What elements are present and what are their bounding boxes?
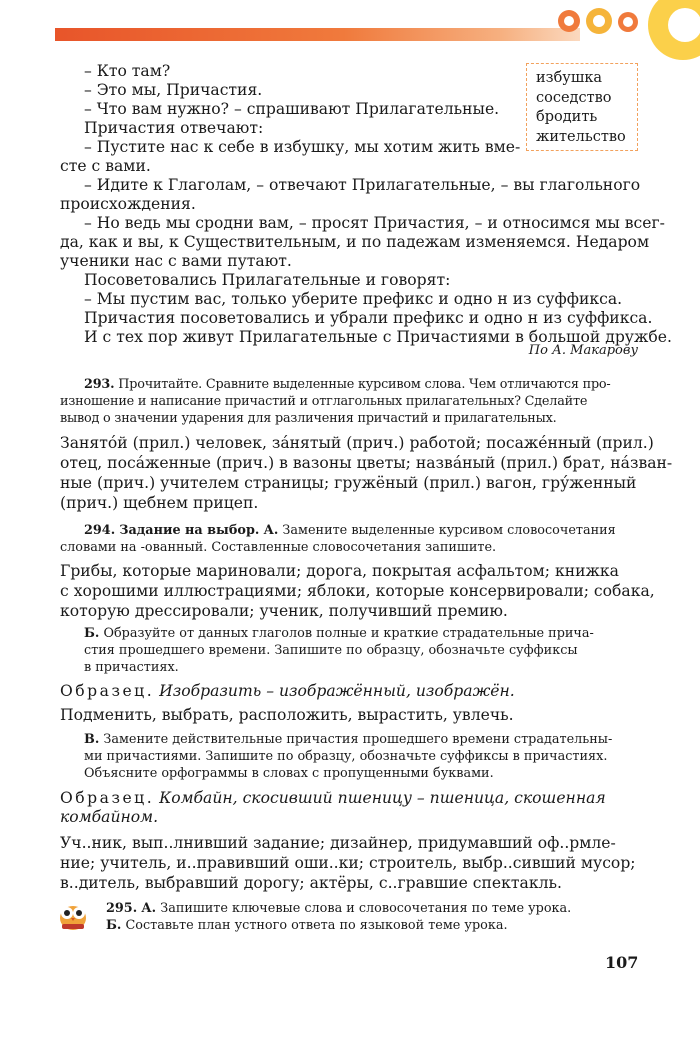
exercise-293-task-line: изношение и написание причастий и отглагольных прилагательных? Сделайте [60, 394, 588, 409]
exercise-294-text: Грибы, которые мариновали; дорога, покрытая асфальтом; книжка [60, 562, 619, 580]
story-line: И с тех пор живут Прилагательные с Причастиями в большой дружбе. [84, 328, 672, 346]
exercise-293-text: ные (прич.) учителем страницы; гружёный (прил.) вагон, гру́женный [60, 474, 637, 492]
story-line: – Но ведь мы сродни вам, – просят Причастия, – и относимся мы всег- [84, 214, 665, 232]
partB-words: Подменить, выбрать, расположить, вырастить, увлечь. [60, 706, 514, 724]
exercise-number: 293. [84, 377, 115, 392]
story-signature: По А. Макарову [528, 343, 638, 358]
vocab-word: избушка [536, 70, 603, 86]
story-line: Посоветовались Прилагательные и говорят: [84, 271, 451, 289]
exercise-294-partB-task-line: стия прошедшего времени. Запишите по образцу, обозначьте суффиксы [84, 643, 578, 658]
exercise-295-a: 295. А. Запишите ключевые слова и словосочетания по теме урока. [106, 901, 572, 916]
sample-c-line: комбайном. [60, 808, 159, 826]
exercise-293-text: отец, поса́женные (прич.) в вазоны цветы; назва́ный (прил.) брат, на́зван- [60, 454, 673, 472]
story-line: сте с вами. [60, 157, 151, 175]
story-line: происхождения. [60, 195, 196, 213]
exercise-294-partB-task-line: в причастиях. [84, 660, 179, 675]
vocab-word: бродить [536, 109, 598, 125]
decorative-circles [540, 0, 700, 60]
sample-b: Образец. Изобразить – изображённый, изображён. [60, 682, 515, 700]
page-number: 107 [605, 953, 639, 972]
story-line: Причастия отвечают: [84, 119, 264, 137]
owl-mascot-icon [56, 898, 90, 932]
story-line: да, как и вы, к Существительным, и по падежам изменяемся. Недаром [60, 233, 650, 251]
story-line: – Это мы, Причастия. [84, 81, 263, 99]
exercise-294-task-line: словами на -ованный. Составленные словосочетания запишите. [60, 540, 497, 555]
exercise-293-task-line: вывод о значении ударения для различения причастий и прилагательных. [60, 411, 557, 426]
exercise-294-header: 294. Задание на выбор. А. Замените выделенные курсивом словосочетания [84, 523, 616, 538]
story-line: – Мы пустим вас, только уберите префикс и одно н из суффикса. [84, 290, 623, 308]
exercise-294-partC-task: В. Замените действительные причастия прошедшего времени страдательны- [84, 732, 613, 747]
exercise-293-text: (прич.) щебнем прицеп. [60, 494, 259, 512]
story-line: – Идите к Глаголам, – отвечают Прилагательные, – вы глагольного [84, 176, 641, 194]
exercise-294-text: с хорошими иллюстрациями; яблоки, которые консервировали; собака, [60, 582, 655, 600]
sample-c: Образец. Комбайн, скосивший пшеницу – пшеница, скошенная [60, 789, 606, 807]
header-gradient-bar [55, 28, 580, 41]
story-line: ученики нас с вами путают. [60, 252, 292, 270]
story-line: Причастия посоветовались и убрали префикс и одно н из суффикса. [84, 309, 653, 327]
exercise-294-partC-task-line: Объясните орфограммы в словах с пропущенными буквами. [84, 766, 494, 781]
exercise-294-partC-text: Уч..ник, вып..лнивший задание; дизайнер, придумавший оф..рмле- [60, 834, 616, 852]
vocabulary-box [526, 63, 638, 151]
exercise-293-text: Занято́й (прил.) человек, за́нятый (прич.) работой; посаже́нный (прил.) [60, 434, 654, 452]
exercise-293-task: 293. Прочитайте. Сравните выделенные курсивом слова. Чем отличаются про- [84, 377, 611, 392]
story-line: – Пустите нас к себе в избушку, мы хотим жить вме- [84, 138, 521, 156]
exercise-294-partB-task: Б. Образуйте от данных глаголов полные и краткие страдательные прича- [84, 626, 594, 641]
vocab-word: соседство [536, 89, 612, 106]
exercise-294-partC-text: в..дитель, выбравший дорогу; актёры, с..гравшие спектакль. [60, 874, 562, 892]
exercise-294-partC-text: ние; учитель, и..правивший оши..ки; строитель, выбр..сивший мусор; [60, 854, 636, 872]
exercise-294-partC-task-line: ми причастиями. Запишите по образцу, обозначьте суффиксы в причастиях. [84, 749, 608, 764]
vocab-word: жительство [536, 128, 626, 145]
exercise-295-b: Б. Составьте план устного ответа по языковой теме урока. [106, 918, 508, 933]
story-line: – Что вам нужно? – спрашивают Прилагательные. [84, 100, 500, 118]
exercise-294-text: которую дрессировали; ученик, получивший премию. [60, 602, 508, 620]
story-line: – Кто там? [84, 62, 171, 80]
